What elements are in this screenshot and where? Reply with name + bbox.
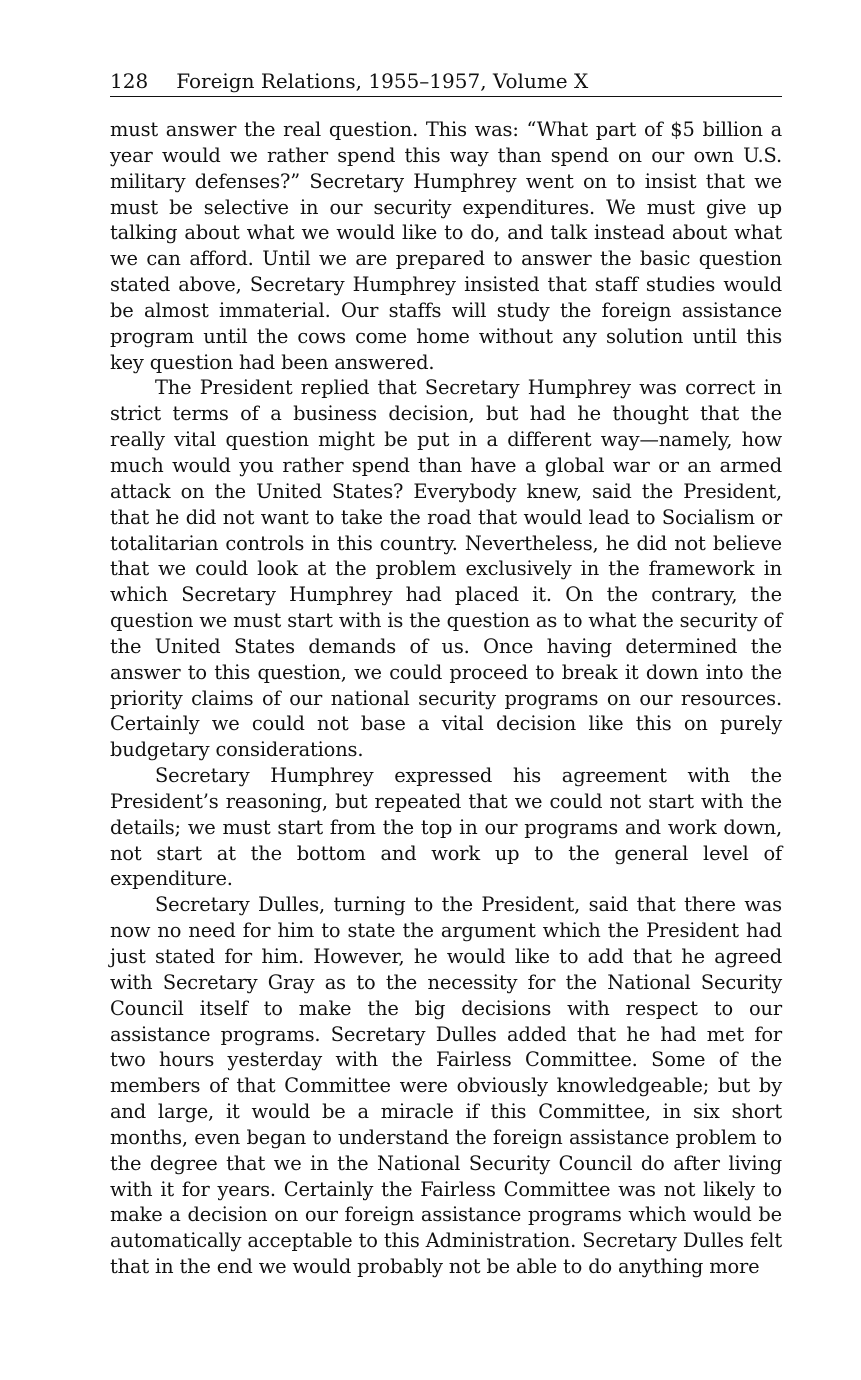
paragraph-dulles-remarks: Secretary Dulles, turning to the President, said that there was now no need for him to state the argument which the President had just stated for him. However, he would like to add that he agreed with Secretary Gray as to the necessity for the National Security Council itself to make the big decisions with respect to our assistance programs. Secretary Dulles added that he had met for two hours yesterday with the Fairless Committee. Some of the members of that Committee were obviously knowledgeable; but by and large, it would be a miracle if this Committee, in six short months, even began to understand the foreign assistance problem to the degree that we in the National Security Council do after living with it for years. Certainly the Fairless Committee was not likely to make a decision on our foreign assistance programs which would be automatically acceptable to this Administration. Secretary Dulles felt that in the end we would probably not be able to do anything more [110,893,782,1279]
paragraph-continuation: must answer the real question. This was: “What part of $5 billion a year would we rather spend this way than spend on our own U.S. military defenses?” Secretary Humphrey went on to insist that we must be selective in our security expenditures. We must give up talking about what we would like to do, and talk instead about what we can afford. Until we are prepared to answer the basic question stated above, Secretary Humphrey insisted that staff studies would be almost immaterial. Our staffs will study the foreign assistance program until the cows come home without any solution until this key question had been answered. [110,118,782,374]
document-page [110,66,782,1280]
paragraph-president-reply: The President replied that Secretary Humphrey was correct in strict terms of a business decision, but had he thought that the really vital question might be put in a different way—namely, how much would you rather spend than have a global war or an armed attack on the United States? Everybody knew, said the President, that he did not want to take the road that would lead to Socialism or totalitarian controls in this country. Nevertheless, he did not believe that we could look at the problem exclusively in the framework in which Secretary Humphrey had placed it. On the contrary, the question we must start with is the question as to what the security of the United States demands of us. Once having determined the answer to this question, we could proceed to break it down into the priority claims of our national security programs on our resources. Certainly we could not base a vital decision like this on purely budgetary considerations. [110,376,782,762]
running-head [110,66,782,97]
running-title: Foreign Relations, 1955–1957, Volume X [176,69,589,93]
page-number: 128 [110,69,149,93]
paragraph-humphrey-agreement: Secretary Humphrey expressed his agreement with the President’s reasoning, but repeated that we could not start with the details; we must start from the top in our programs and work down, not start at the bottom and work up to the general level of expenditure. [110,764,782,891]
body-text [110,117,782,1280]
